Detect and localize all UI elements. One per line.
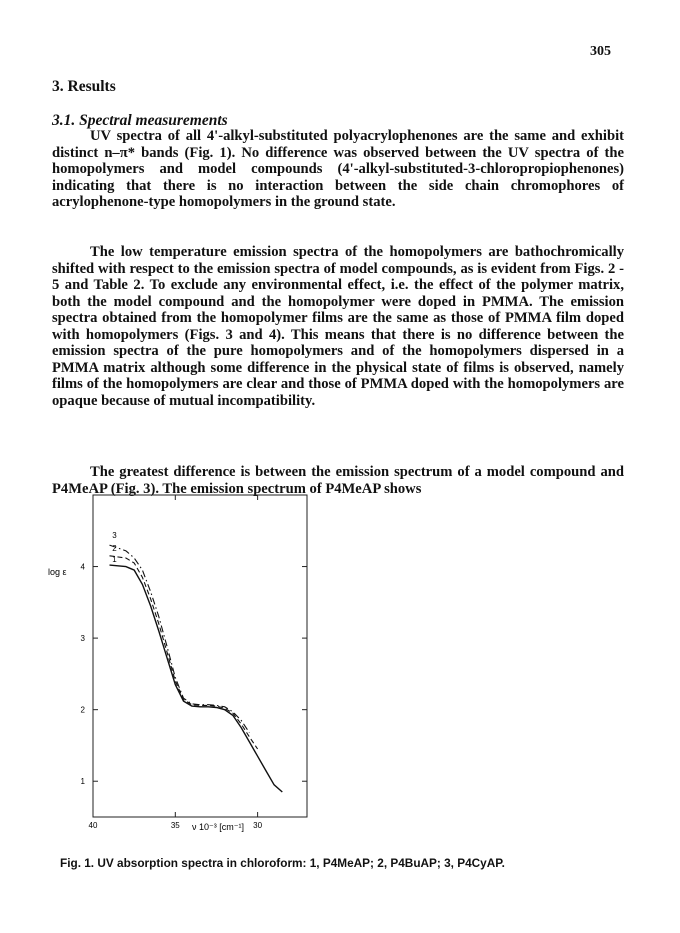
figure-caption: Fig. 1. UV absorption spectra in chloroform: 1, P4MeAP; 2, P4BuAP; 3, P4CyAP. <box>60 856 505 870</box>
paragraph-2 <box>52 244 624 409</box>
paragraph-2-text: The low temperature emission spectra of the homopolymers are bathochromically shifted with respect to the emission spectra of model compounds, as is evident from Figs. 2 - 5 and Table 2. To exclude any environmental effect, i.e. the effect of the polymer matrix, both the model compound and the homopolymer were doped in PMMA. The emission spectra obtained from the homopolymer films are the same as those of PMMA film doped with homopolymers (Figs. 3 and 4). This means that there is no difference between the emission spectra of the pure homopolymers and of the homopolymers dispersed in a PMMA matrix although some difference in the physical state of films is observed, namely films of the homopolymers are clear and those of PMMA doped with the homopolymers are opaque because of mutual incompatibility. <box>52 244 624 409</box>
paragraph-1 <box>52 128 624 211</box>
curve-label-1: 1 <box>112 555 117 565</box>
paragraph-1-text: UV spectra of all 4'-alkyl-substituted polyacrylophenones are the same and exhibit distinct n–π* bands (Fig. 1). No difference was observed between the UV spectra of the homopolymers and model compounds (4'-alkyl-substituted-3-chloropropiophenones) indicating that there is no interaction between the side chain chromophores of acrylophenone-type homopolymers in the ground state. <box>52 128 624 210</box>
y-axis-label: log ε <box>48 567 67 577</box>
x-axis-label: ν 10⁻³ [cm⁻¹] <box>192 822 245 832</box>
y-tick-label: 3 <box>80 634 85 644</box>
y-tick-label: 1 <box>80 777 85 787</box>
series-line-3 <box>110 545 250 733</box>
curve-label-3: 3 <box>112 531 117 541</box>
y-tick-label: 4 <box>80 562 85 572</box>
paragraph-3-text: The greatest difference is between the emission spectrum of a model compound and P4MeAP (Fig. 3). The emission spectrum of P4MeAP shows <box>52 464 624 497</box>
figure-1 <box>40 485 330 845</box>
x-tick-label: 40 <box>88 821 98 830</box>
uv-absorption-chart <box>40 485 330 845</box>
plot-frame <box>93 495 307 817</box>
x-tick-label: 30 <box>253 821 263 830</box>
x-tick-label: 35 <box>170 821 180 830</box>
curve-label-2: 2 <box>112 543 117 553</box>
page-number: 305 <box>590 44 611 59</box>
subsection-heading: 3.1. Spectral measurements <box>52 112 228 129</box>
section-heading: 3. Results <box>52 78 116 95</box>
y-tick-label: 2 <box>80 705 85 715</box>
series-line-1 <box>110 565 283 792</box>
